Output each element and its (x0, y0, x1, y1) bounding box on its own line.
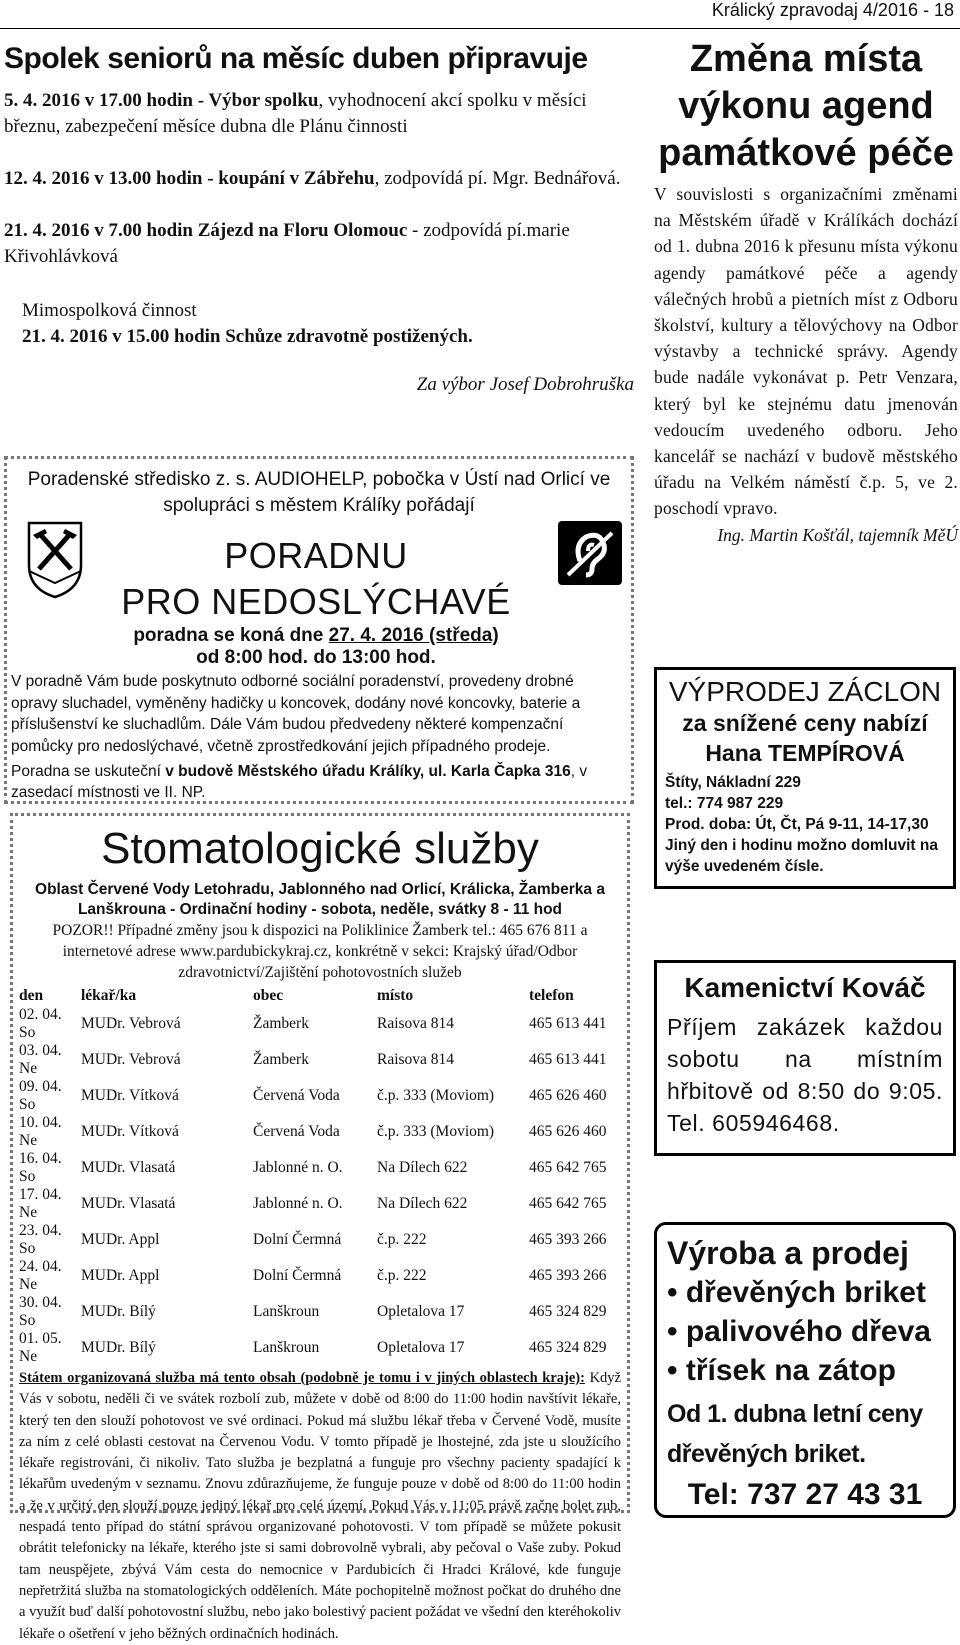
col-header: telefon (529, 986, 574, 1004)
table-cell: Raisova 814 (377, 1015, 455, 1032)
col-header: místo (377, 986, 414, 1004)
table-header-row (19, 985, 619, 1006)
stonemason-body: Příjem zakázek každou sobotu na místním hřbitově od 8:50 do 9:05. Tel. 605946468. (667, 1014, 943, 1136)
table-row (19, 1042, 619, 1078)
table-cell: 01. 05. Ne (19, 1330, 62, 1365)
table-cell: MUDr. Vlasatá (81, 1159, 176, 1176)
table-cell: MUDr. Appl (81, 1267, 160, 1284)
table-cell: Opletalova 17 (377, 1303, 465, 1320)
table-cell: Jablonné n. O. (253, 1195, 343, 1212)
table-cell: 23. 04. So (19, 1222, 62, 1257)
table-cell: 465 642 765 (529, 1159, 607, 1176)
table-cell: Raisova 814 (377, 1051, 455, 1068)
table-row (19, 1258, 619, 1294)
firewood-phone: Tel: 737 27 43 31 (687, 1478, 923, 1511)
table-cell: MUDr. Bílý (81, 1303, 156, 1320)
dental-subtitle: Oblast Červené Vody Letohradu, Jablonného nad Orlicí, Králicka, Žamberka a Lanškrouna - Ordinační hodiny - sobota, neděle, svátky 8 - 11 hod (35, 881, 605, 918)
dental-schedule-table (19, 985, 619, 1366)
table-cell: Lanškroun (253, 1303, 320, 1320)
seniors-article (4, 36, 634, 398)
event-2-text: , zodpovídá pí. Mgr. Bednářová. (374, 168, 621, 189)
table-row (19, 1294, 619, 1330)
table-row (19, 1186, 619, 1222)
table-cell: MUDr. Vlasatá (81, 1195, 176, 1212)
event-1 (4, 88, 634, 140)
col-header: lékař/ka (81, 986, 137, 1004)
table-cell: 02. 04. So (19, 1006, 62, 1041)
table-cell: 17. 04. Ne (19, 1186, 62, 1221)
heritage-body: V souvislosti s organizačními změnami na Městském úřadě v Králíkách dochází od 1. dubna 2016 k přesunu místa výkonu agendy památkové péče a agendy válečných hrobů a pietních míst z Odboru školství, kultury a tělovýchovy na Odbor výstavby a technické správy. Agendy bude nadále vykonávat p. Petr Venzara, který byl ke stejnému datu jmenován vedoucím uvedeného odboru. Jeho kancelář se nachází v budově městského úřadu na Velkém náměstí č.p. 5, ve 2. poschodí vpravo. (654, 184, 958, 519)
list-item: • dřevěných briket (667, 1276, 926, 1309)
col-header: den (19, 986, 44, 1004)
table-cell: MUDr. Appl (81, 1231, 160, 1248)
col-header: obec (253, 986, 284, 1004)
curtain-ad-hours: Prod. doba: Út, Čt, Pá 9-11, 14-17,30 (665, 816, 929, 833)
seniors-signature: Za výbor Josef Dobrohruška (416, 374, 634, 395)
table-cell: Opletalova 17 (377, 1339, 465, 1356)
table-cell: 30. 04. So (19, 1294, 62, 1329)
event-3-head: 21. 4. 2016 v 7.00 hodin Zájezd na Floru Olomouc (4, 220, 408, 241)
table-cell: 03. 04. Ne (19, 1042, 62, 1077)
table-cell: 465 324 829 (529, 1339, 607, 1356)
header-divider (0, 28, 960, 29)
clinic-title-2: PRO NEDOSLÝCHAVÉ (121, 581, 511, 622)
table-cell: č.p. 222 (377, 1231, 427, 1248)
table-cell: 465 393 266 (529, 1231, 607, 1248)
clinic-location-b: v budově Městského úřadu Králíky, ul. Karla Čapka 316 (165, 763, 571, 780)
table-cell: č.p. 333 (Moviom) (377, 1123, 495, 1140)
table-row (19, 1150, 619, 1186)
event-4-head: 21. 4. 2016 v 15.00 hodin Schůze zdravotně postižených. (22, 326, 473, 347)
list-item: • palivového dřeva (667, 1315, 931, 1348)
event-2-head: 12. 4. 2016 v 13.00 hodin - koupání v Zábřehu (4, 168, 375, 189)
dental-services-box (10, 813, 630, 1642)
seniors-title: Spolek seniorů na měsíc duben připravuje (4, 42, 588, 75)
table-cell: 465 324 829 (529, 1303, 607, 1320)
table-cell: 465 642 765 (529, 1195, 607, 1212)
curtain-ad-phone: tel.: 774 987 229 (665, 795, 784, 812)
clinic-location-a: Poradna se uskuteční (11, 763, 166, 780)
clinic-location-c: , v zasedací místnosti ve II. NP. (11, 763, 588, 801)
heritage-signature: Ing. Martin Košťál, tajemník MěÚ (717, 524, 958, 545)
curtain-ad-note: Jiný den i hodinu možno domluvit na výše uvedeném čísle. (665, 837, 938, 875)
curtain-sale-ad (654, 667, 956, 889)
event-2 (4, 166, 634, 192)
table-cell: 465 626 460 (529, 1087, 607, 1104)
event-3-text: - zodpovídá pí.marie Křivohlávková (4, 220, 570, 267)
curtain-ad-head: VÝPRODEJ ZÁCLON (668, 676, 942, 707)
table-cell: Žamberk (253, 1051, 309, 1068)
table-cell: MUDr. Vítková (81, 1123, 179, 1140)
table-cell: MUDr. Vebrová (81, 1015, 181, 1032)
stonemason-head: Kamenictví Kováč (684, 972, 926, 1003)
table-cell: MUDr. Vítková (81, 1087, 179, 1104)
table-cell: 16. 04. So (19, 1150, 62, 1185)
page-header: Králický zpravodaj 4/2016 - 18 (711, 0, 954, 20)
firewood-note: Od 1. dubna letní ceny dřevěných briket. (667, 1400, 923, 1468)
table-cell: MUDr. Vebrová (81, 1051, 181, 1068)
table-cell: 09. 04. So (19, 1078, 62, 1113)
clinic-date (11, 625, 621, 647)
event-1-text: , vyhodnocení akcí spolku v měsíci březnu, zabezpečení měsíce dubna dle Plánu činnosti (4, 90, 587, 137)
firewood-head: Výroba a prodej (667, 1235, 909, 1271)
event-4 (4, 324, 634, 350)
table-cell: Lanškroun (253, 1339, 320, 1356)
table-cell: 465 613 441 (529, 1051, 607, 1068)
table-row (19, 1114, 619, 1150)
clinic-title-1: PORADNU (224, 535, 408, 576)
table-cell: MUDr. Bílý (81, 1339, 156, 1356)
list-item: • třísek na zátop (667, 1354, 896, 1387)
clinic-date-value: 27. 4. 2016 (středa) (328, 625, 499, 646)
curtain-ad-details (665, 772, 945, 877)
clinic-intro: Poradenské středisko z. s. AUDIOHELP, pobočka v Ústí nad Orlicí ve spolupráci s městem Králíky pořádají (27, 469, 611, 516)
table-cell: 465 626 460 (529, 1123, 607, 1140)
table-row (19, 1078, 619, 1114)
table-cell: Dolní Čermná (253, 1231, 342, 1248)
table-cell: 465 393 266 (529, 1267, 607, 1284)
table-row (19, 1330, 619, 1366)
clinic-date-prefix: poradna se koná dne (133, 625, 329, 646)
table-row (19, 1006, 619, 1042)
clinic-location (11, 761, 621, 803)
firewood-ad (654, 1222, 956, 1518)
table-cell: č.p. 222 (377, 1267, 427, 1284)
table-cell: Červená Voda (253, 1087, 340, 1104)
table-cell: 24. 04. Ne (19, 1258, 62, 1293)
table-cell: Žamberk (253, 1015, 309, 1032)
curtain-ad-sub: za snížené ceny nabízí Hana TEMPÍROVÁ (682, 710, 928, 766)
table-cell: Na Dílech 622 (377, 1195, 468, 1212)
table-cell: 10. 04. Ne (19, 1114, 62, 1149)
dental-title: Stomatologické služby (101, 824, 539, 873)
table-cell: č.p. 333 (Moviom) (377, 1087, 495, 1104)
town-crest-icon (27, 521, 83, 599)
hearing-clinic-box (4, 456, 634, 804)
dental-body (19, 1368, 621, 1645)
other-label: Mimospolková činnost (22, 300, 197, 321)
table-cell: Jablonné n. O. (253, 1159, 343, 1176)
dental-body-text: Když Vás v sobotu, neděli či ve svátek rozbolí zub, můžete v době od 8:00 do 11:00 hodin navštívit lékaře, který ten den slouží pohotovost ve své ordinaci. Pokud má službu lékař třeba v Červené Vodě, musíte za ním z celé oblasti cestovat na Červenou Vodu. V tomto případě je lhostejné, zda jste u sloužícího lékaře registrováni, či nikoliv. Tato služba je bezplatná a funguje pro všechny pacienty spadající k lékařům uvedeným v seznamu. Znovu zdůrazňujeme, že funguje pouze v době od 8:00 do 11:00 hodin a že v určitý den slouží pouze jediný lékař pro celé území. Pokud Vás v 11:05 právě začne bolet zub, nespadá tento případ do státní správou organizované pohotovosti. V tom případě se můžete pokusit obrátit telefonicky na lékaře, kterého jste si sami dobrovolně vybrali, aby pečoval o Vaše zuby. Pokud tam neuspějete, zbývá Vám cesta do nemocnice v Pardubicích či Hradci Králové, kde funguje nepřetržitá služba na stomatologických odděleních. Máte pochopitelně možnost počkat do druhého dne a využít buď další pohotovostní službu, nebo jako bolestivý pacient požádat ve všední den kteréhokoliv lékaře o ošetření v jeho běžných ordinačních hodinách. (19, 1370, 621, 1642)
dental-note: POZOR!! Případné změny jsou k dispozici na Poliklinice Žamberk tel.: 465 676 811 a internetové adrese www.pardubickykraj.cz, konkrétně v sekci: Krajský úřad/Odbor zdravotnictví/Zajištění pohotovostních služeb (52, 922, 588, 981)
dental-body-lead: Státem organizovaná služba má tento obsah (podobně je tomu i v jiných oblastech kraje): (19, 1370, 585, 1386)
event-1-head: 5. 4. 2016 v 17.00 hodin - Výbor spolku (4, 90, 319, 111)
table-cell: Červená Voda (253, 1123, 340, 1140)
table-cell: Na Dílech 622 (377, 1159, 468, 1176)
clinic-description: V poradně Vám bude poskytnuto odborné sociální poradenství, provedeny drobné opravy sluchadel, vyměněny hadičky u koncovek, dodány nové koncovky, baterie a příslušenství ke sluchadlům. Dále Vám budou předvedeny některé kompenzační pomůcky pro nedoslýchavé, včetně zprostředkování jejich případného prodeje. (11, 673, 581, 755)
clinic-time: od 8:00 hod. do 13:00 hod. (196, 647, 436, 668)
stonemason-ad (654, 960, 956, 1156)
hearing-loop-icon (558, 521, 622, 585)
table-cell: 465 613 441 (529, 1015, 607, 1032)
table-cell: Dolní Čermná (253, 1267, 342, 1284)
curtain-ad-address: Štíty, Nákladní 229 (665, 774, 801, 791)
heritage-title: Změna místa výkonu agend památkové péče (658, 38, 954, 174)
table-row (19, 1222, 619, 1258)
event-3 (4, 218, 634, 270)
heritage-article (654, 36, 958, 548)
